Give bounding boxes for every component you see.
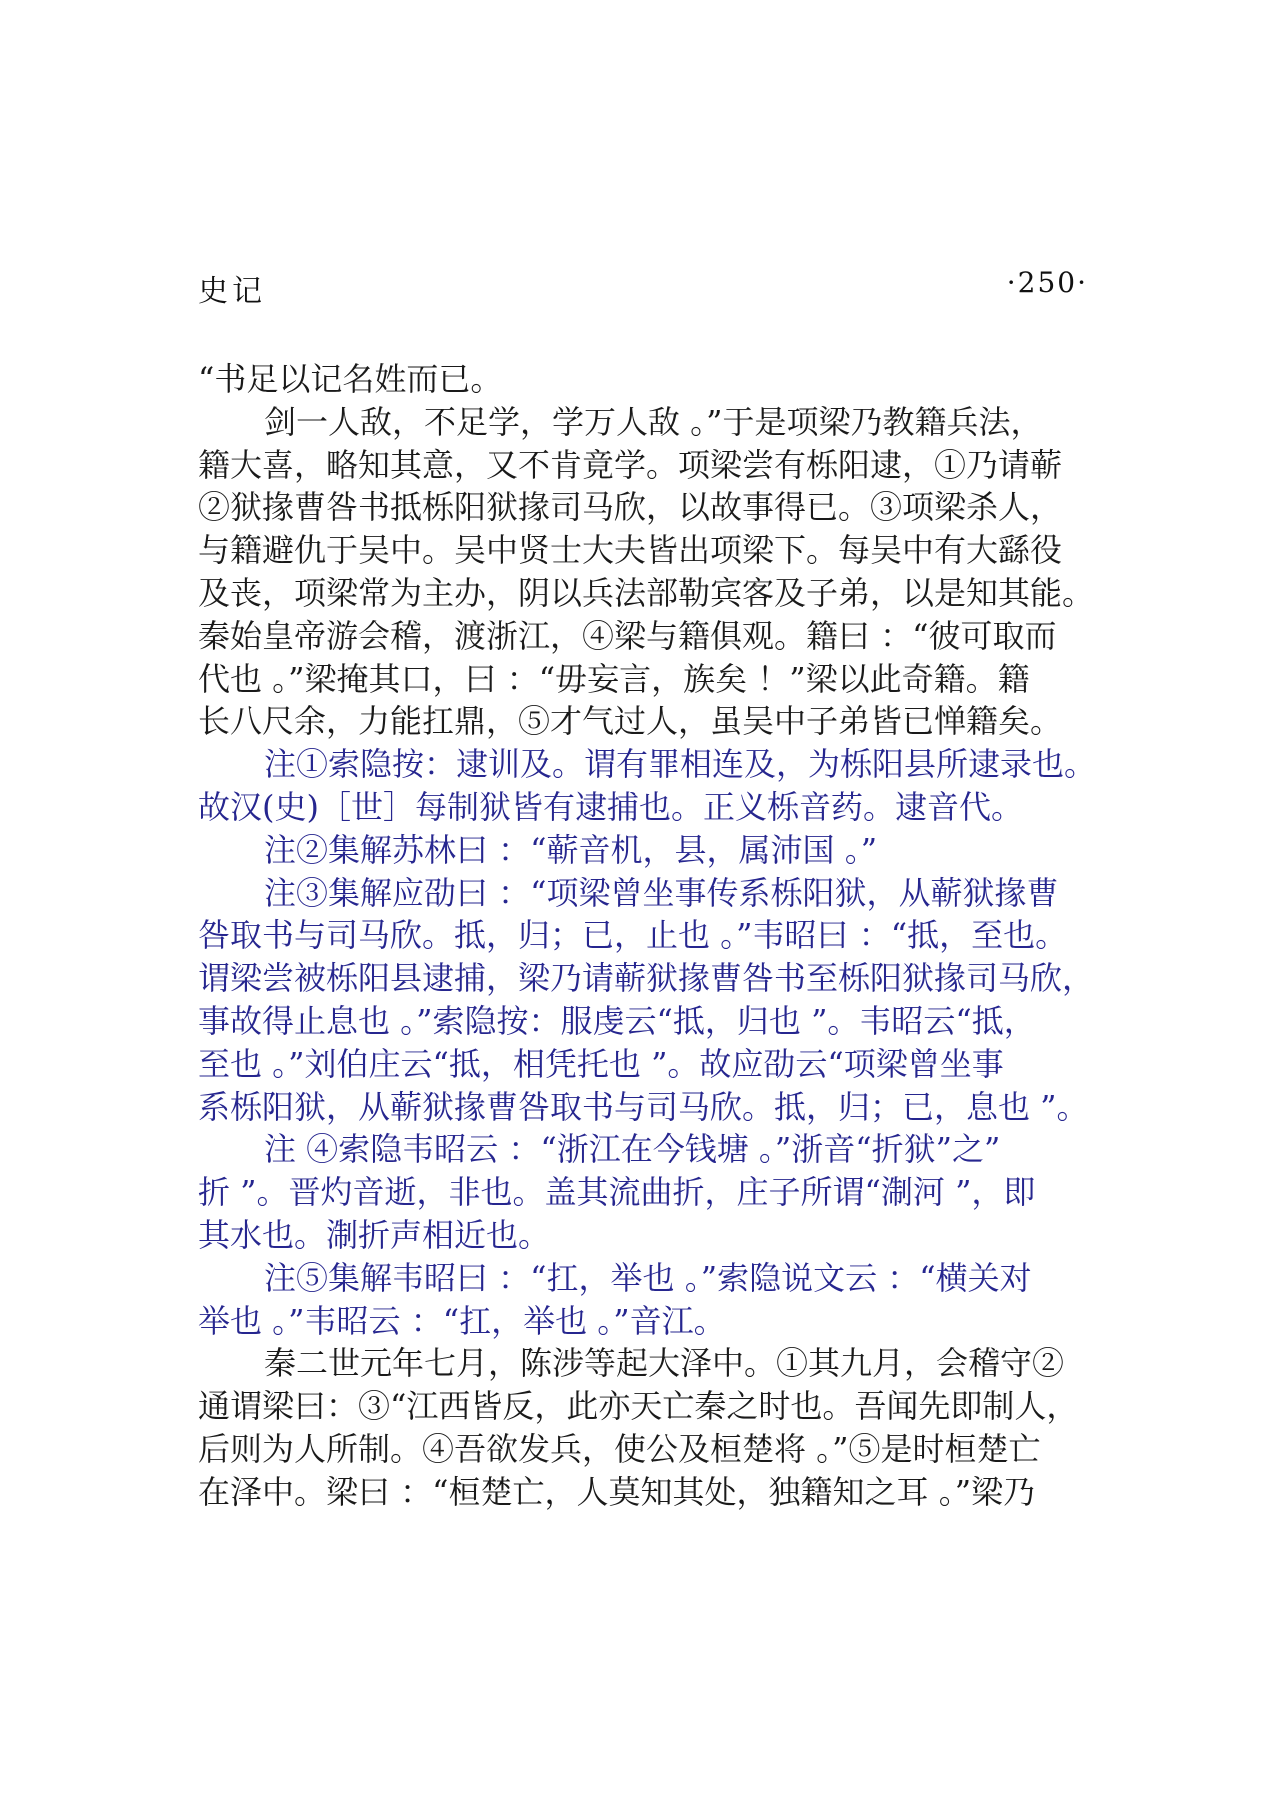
- annotation-line: 事故得止息也 。”索隐按：服虔云“抵，归也 ”。韦昭云“抵，: [198, 1001, 1036, 1040]
- text-line: 秦始皇帝游会稽，渡浙江，④梁与籍俱观。籍曰 ：“彼可取而: [198, 616, 1057, 655]
- text-line: “书足以记名姓而已。: [198, 360, 503, 398]
- annotation-line: 注②集解苏林曰 ：“蕲音机，县，属沛国 。”: [264, 830, 878, 869]
- annotation-line: 注⑤集解韦昭曰 ：“扛，举也 。”索隐说文云 ：“横关对: [264, 1258, 1032, 1297]
- text-line: ②狱掾曹咎书抵栎阳狱掾司马欣，以故事得已。③项梁杀人，: [198, 488, 1063, 527]
- text-line: 秦二世元年七月，陈涉等起大泽中。①其九月，会稽守②: [264, 1344, 1065, 1383]
- page-header: [198, 266, 1088, 310]
- text-line: 剑一人敌，不足学，学万人敌 。”于是项梁乃教籍兵法，: [264, 402, 1043, 441]
- text-body: [198, 358, 1098, 1514]
- annotation-line: 折 ”。晋灼音逝，非也。盖其流曲折，庄子所谓“淛河 ”，即: [198, 1173, 1036, 1212]
- annotation-line: 系栎阳狱，从蕲狱掾曹咎取书与司马欣。抵，归；已，息也 ”。: [198, 1087, 1089, 1126]
- annotation-line: 其水也。淛折声相近也。: [198, 1215, 551, 1254]
- text-line: 长八尺余，力能扛鼎，⑤才气过人，虽吴中子弟皆已惮籍矣。: [198, 702, 1063, 741]
- annotation-line: 至也 。”刘伯庄云“抵，相凭托也 ”。故应劭云“项梁曾坐事: [198, 1044, 1004, 1083]
- text-line: 代也 。”梁掩其口，曰 ：“毋妄言，族矣 ！”梁以此奇籍。籍: [198, 659, 1030, 698]
- page-number: ·250·: [1006, 266, 1088, 299]
- annotation-line: 故汉(史)［世］每制狱皆有逮捕也。正义栎音药。逮音代。: [198, 787, 1023, 826]
- text-line: 籍大喜，略知其意，又不肯竟学。项梁尝有栎阳逮，①乃请蕲: [198, 445, 1063, 484]
- text-line: 与籍避仇于吴中。吴中贤士大夫皆出项梁下。每吴中有大繇役: [198, 531, 1063, 570]
- text-line: 后则为人所制。④吾欲发兵，使公及桓楚将 。”⑤是时桓楚亡: [198, 1429, 1041, 1468]
- text-line: 及丧，项梁常为主办，阴以兵法部勒宾客及子弟，以是知其能。: [198, 573, 1095, 612]
- annotation-line: 注①索隐按：逮训及。谓有罪相连及，为栎阳县所逮录也。: [264, 745, 1097, 784]
- text-line: 通谓梁曰：③“江西皆反，此亦天亡秦之时也。吾闻先即制人，: [198, 1387, 1079, 1426]
- annotation-line: 注 ④索隐韦昭云 ：“浙江在今钱塘 。”浙音“折狱”之”: [264, 1130, 1001, 1169]
- annotation-line: 咎取书与司马欣。抵，归；已，止也 。”韦昭曰 ：“抵，至也。: [198, 916, 1068, 955]
- book-title: 史记: [198, 274, 266, 309]
- annotation-line: 举也 。”韦昭云 ：“扛，举也 。”音江。: [198, 1301, 726, 1340]
- annotation-line: 谓梁尝被栎阳县逮捕，梁乃请蕲狱掾曹咎书至栎阳狱掾司马欣，: [198, 959, 1095, 998]
- text-line: 在泽中。梁曰 ：“桓楚亡，人莫知其处，独籍知之耳 。”梁乃: [198, 1472, 1036, 1511]
- annotation-line: 注③集解应劭曰 ：“项梁曾坐事传系栎阳狱，从蕲狱掾曹: [264, 873, 1059, 912]
